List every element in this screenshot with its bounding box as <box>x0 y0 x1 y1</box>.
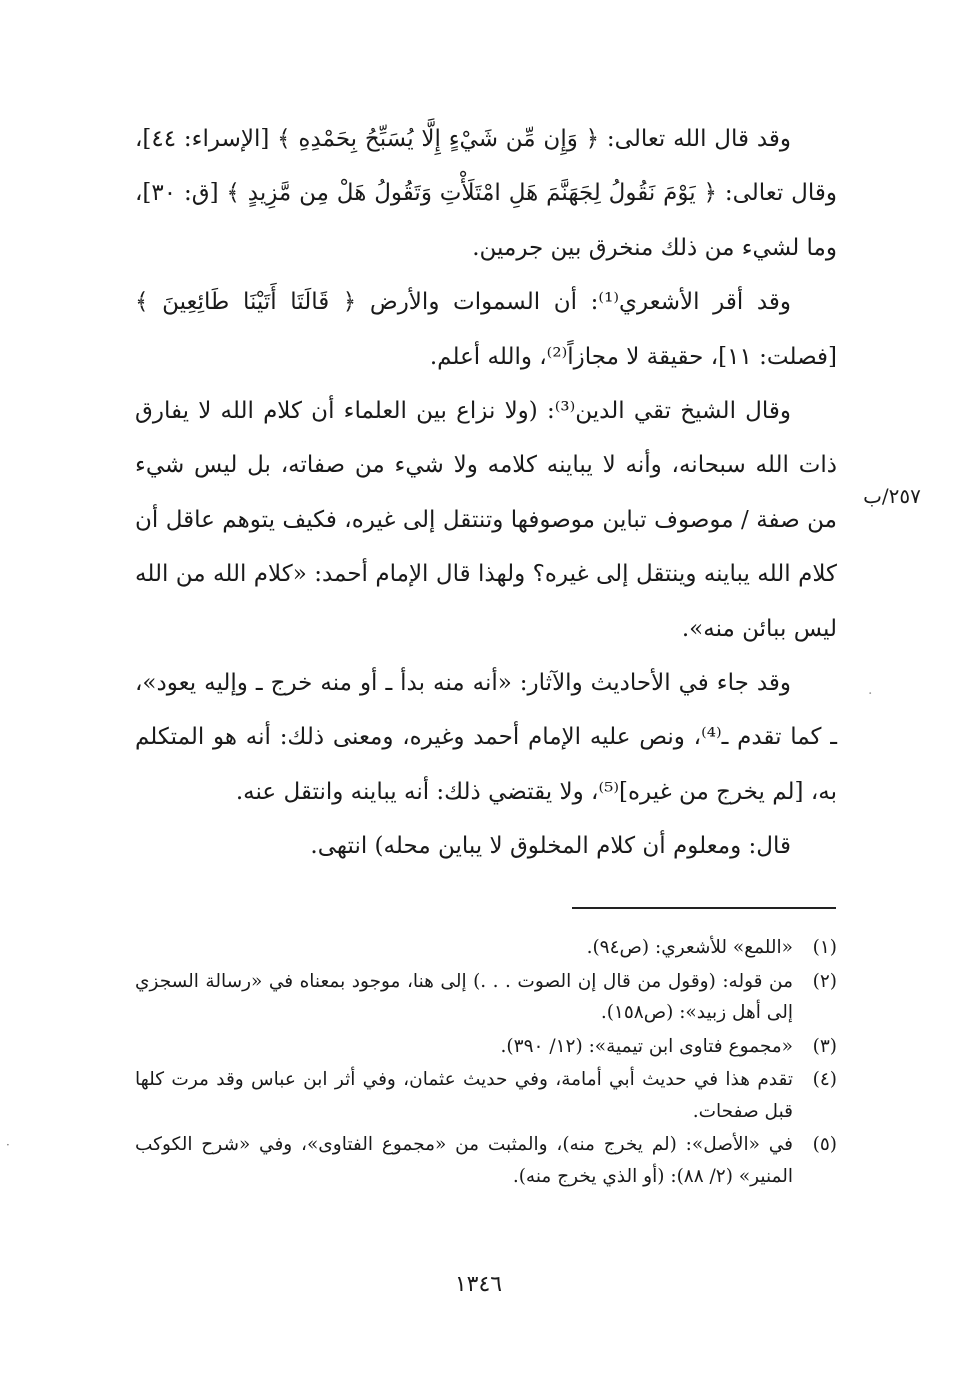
footnote-text: «اللمع» للأشعري: (ص٩٤). <box>586 937 793 958</box>
footnote-4 <box>135 1064 837 1127</box>
footnote-1 <box>135 932 837 964</box>
footnote-text: من قوله: (وقول من قال إن الصوت . . .) إلى هنا، موجود بمعناه في «رسالة السجزي إلى أهل زبيد»: (ص١٥٨). <box>135 970 793 1023</box>
footnote-2 <box>135 966 837 1029</box>
footnotes-block <box>135 932 837 1194</box>
manuscript-folio-note: ٢٥٧/ب <box>863 484 921 508</box>
footnote-number: (٣) <box>812 1035 837 1057</box>
footnote-number: (٢) <box>812 970 837 992</box>
footnote-5 <box>135 1129 837 1192</box>
footnote-3 <box>135 1031 837 1063</box>
footnote-number: (٥) <box>812 1134 837 1155</box>
footnote-text: تقدم هذا في حديث أبي أمامة، وفي حديث عثمان، وفي أثر ابن عباس وقد مرت كلها قبل صفحات. <box>135 1069 793 1122</box>
margin-dot-mark: · <box>868 686 873 702</box>
edge-dot-mark: · <box>6 1138 10 1152</box>
body-paragraph-5: قال: ومعلوم أن كلام المخلوق لا يباين محله) انتهى. <box>310 833 791 860</box>
main-text-block <box>135 112 837 874</box>
footnote-number: (٤) <box>812 1069 837 1090</box>
footnote-number: (١) <box>812 937 837 958</box>
footnote-text: «مجموع فتاوى ابن تيمية»: (١٢/ ٣٩٠). <box>500 1035 793 1057</box>
body-paragraph-1: وقد قال الله تعالى: ﴿ وَإِن مِّن شَيْءٍ إِلَّا يُسَبِّحُ بِحَمْدِهِ ﴾ [الإسراء: ٤٤]، وقال تعالى: ﴿ يَوْمَ نَقُولُ لِجَهَنَّمَ هَلِ امْتَلَأْتِ وَتَقُولُ هَلْ مِن مَّزِيدٍ ﴾ [ق: ٣٠]، وما لشيء من ذلك منخرق بين جرمين. <box>135 126 837 261</box>
footnote-text: في «الأصل»: (لم يخرج منه)، والمثبت من «مجموع الفتاوى»، وفي «شرح الكوكب المنير» (٢/ ٨٨): (أو الذي يخرج منه). <box>135 1134 793 1187</box>
footnote-separator <box>572 907 836 909</box>
page-number: ١٣٤٦ <box>454 1272 503 1297</box>
body-paragraph-3: وقال الشيخ تقي الدين⁽³⁾: (ولا نزاع بين العلماء أن كلام الله لا يفارق ذات الله سبحانه، وأنه لا يباينه كلامه ولا شيء من صفاته، بل ليس شيء من صفة / موصوف تباين موصوفها وتنتقل إلى غيره، فكيف يتوهم عاقل أن كلام الله يباينه وينتقل إلى غيره؟ ولهذا قال الإمام أحمد: «كلام الله من الله ليس ببائن منه». <box>135 398 837 642</box>
body-paragraph-2: وقد أقر الأشعري⁽¹⁾: أن السموات والأرض ﴿ قَالَتَا أَتَيْنَا طَائِعِينَ ﴾ [فصلت: ١١]، حقيقة لا مجازاً⁽²⁾، والله أعلم. <box>135 289 837 370</box>
body-paragraph-4: وقد جاء في الأحاديث والآثار: «أنه منه بدأ ـ أو منه خرج ـ وإليه يعود»، ـ كما تقدم ـ⁽⁴⁾، ونص عليه الإمام أحمد وغيره، ومعنى ذلك: أنه هو المتكلم به، [لم يخرج من غيره]⁽⁵⁾، ولا يقتضي ذلك: أنه يباينه وانتقل عنه. <box>135 670 837 805</box>
